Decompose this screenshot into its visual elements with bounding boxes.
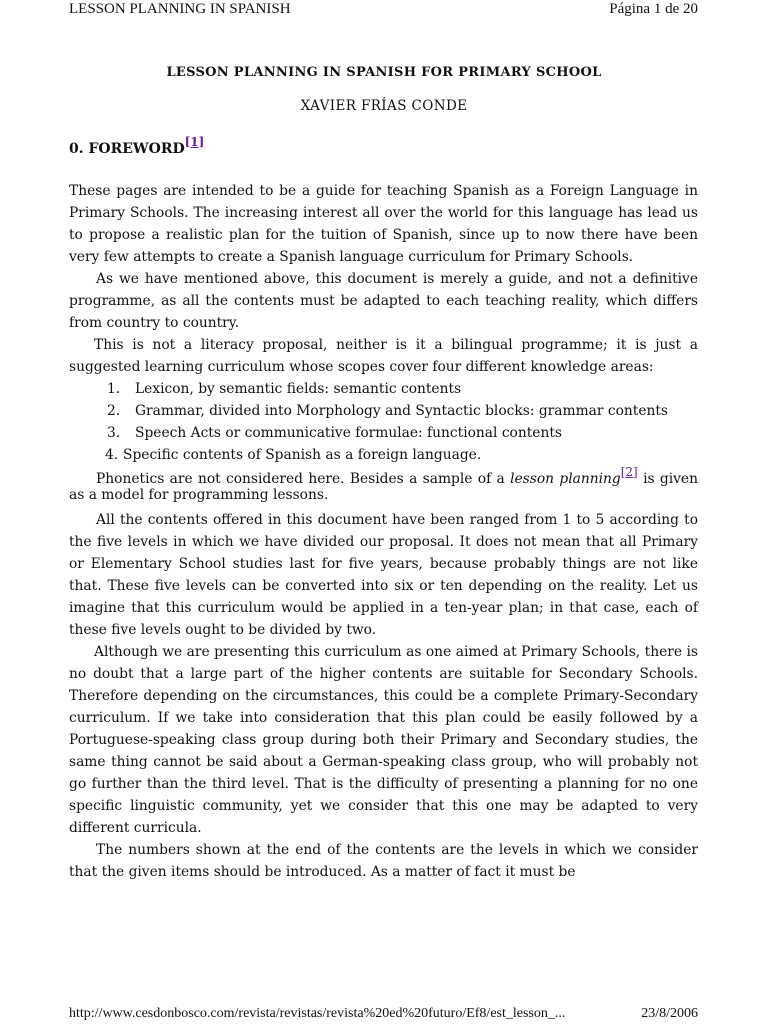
print-date: 23/8/2006 — [641, 1006, 698, 1021]
list-item-text: Lexicon, by semantic fields: semantic contents — [135, 381, 462, 397]
list-item-number: 3. — [107, 425, 121, 441]
list-item-number: 2. — [107, 403, 121, 419]
author-name: XAVIER FRÍAS CONDE — [300, 98, 468, 114]
page-header — [69, 0, 698, 18]
list-item — [69, 444, 698, 466]
list-item — [69, 378, 698, 400]
page-footer — [69, 1005, 698, 1023]
list-item — [69, 422, 698, 444]
list-item-number: 1. — [107, 381, 121, 397]
phonetics-text-a: Phonetics are not considered here. Besides a sample of a — [96, 471, 511, 487]
list-item-text: Grammar, divided into Morphology and Syntactic blocks: grammar contents — [135, 403, 669, 419]
phonetics-text-b: is given as a model for programming lessons. — [69, 471, 698, 503]
header-title: LESSON PLANNING IN SPANISH — [69, 1, 291, 17]
knowledge-areas-list — [69, 378, 698, 466]
paragraph-scope: This is not a literacy proposal, neither is it a bilingual programme; it is just a suggested learning curriculum whose scopes cover four different knowledge areas: — [69, 337, 698, 375]
lesson-planning-term: lesson planning — [510, 471, 621, 487]
list-item — [69, 400, 698, 422]
paragraph-levels: All the contents offered in this document have been ranged from 1 to 5 according to the five levels in which we have divided our proposal. It does not mean that all Primary or Elementary School studies last for five years, because probably things are not like that. These five levels can be converted into six or ten depending on the reality. Let us imagine that this curriculum would be applied in a ten-year plan; in that case, each of these five levels ought to be divided by two. — [69, 512, 698, 638]
section-label: 0. FOREWORD — [69, 141, 185, 157]
paragraph-numbers: The numbers shown at the end of the contents are the levels in which we consider that the given items should be introduced. As a matter of fact it must be — [69, 842, 698, 880]
document-title: LESSON PLANNING IN SPANISH FOR PRIMARY SCHOOL — [166, 65, 602, 80]
paragraph-phonetics — [69, 465, 698, 503]
list-item-text: Speech Acts or communicative formulae: functional contents — [135, 425, 562, 441]
document-body — [69, 180, 698, 883]
paragraph-intro: These pages are intended to be a guide for teaching Spanish as a Foreign Language in Primary Schools. The increasing interest all over the world for this language has lead us to propose a realistic plan for the tuition of Spanish, since up to now there have been very few attempts to create a Spanish language curriculum for Primary Schools. — [69, 183, 698, 265]
paragraph-guide: As we have mentioned above, this document is merely a guide, and not a definitive programme, as all the contents must be adapted to each teaching reality, which differs from country to country. — [69, 271, 698, 331]
footnote-link-1[interactable]: [1] — [184, 135, 205, 149]
list-item-number: 4. — [105, 447, 119, 463]
list-item-text: Specific contents of Spanish as a foreign language. — [123, 447, 482, 463]
paragraph-secondary: Although we are presenting this curriculum as one aimed at Primary Schools, there is no doubt that a large part of the higher contents are suitable for Secondary Schools. Therefore depending on the circumstances, this could be a complete Primary-Secondary curriculum. If we take into consideration that this plan could be easily followed by a Portuguese-speaking class group during both their Primary and Secondary studies, the same thing cannot be said about a German-speaking class group, who will probably not go further than the third level. That is the difficulty of presenting a planning for no one specific linguistic community, yet we consider that this one may be adapted to very different curricula. — [69, 644, 698, 836]
footnote-link-2[interactable]: [2] — [620, 465, 638, 479]
source-url: http://www.cesdonbosco.com/revista/revistas/revista%20ed%20futuro/Ef8/est_lesson_... — [69, 1006, 566, 1021]
page-number: Página 1 de 20 — [609, 1, 698, 17]
section-heading — [69, 135, 205, 157]
